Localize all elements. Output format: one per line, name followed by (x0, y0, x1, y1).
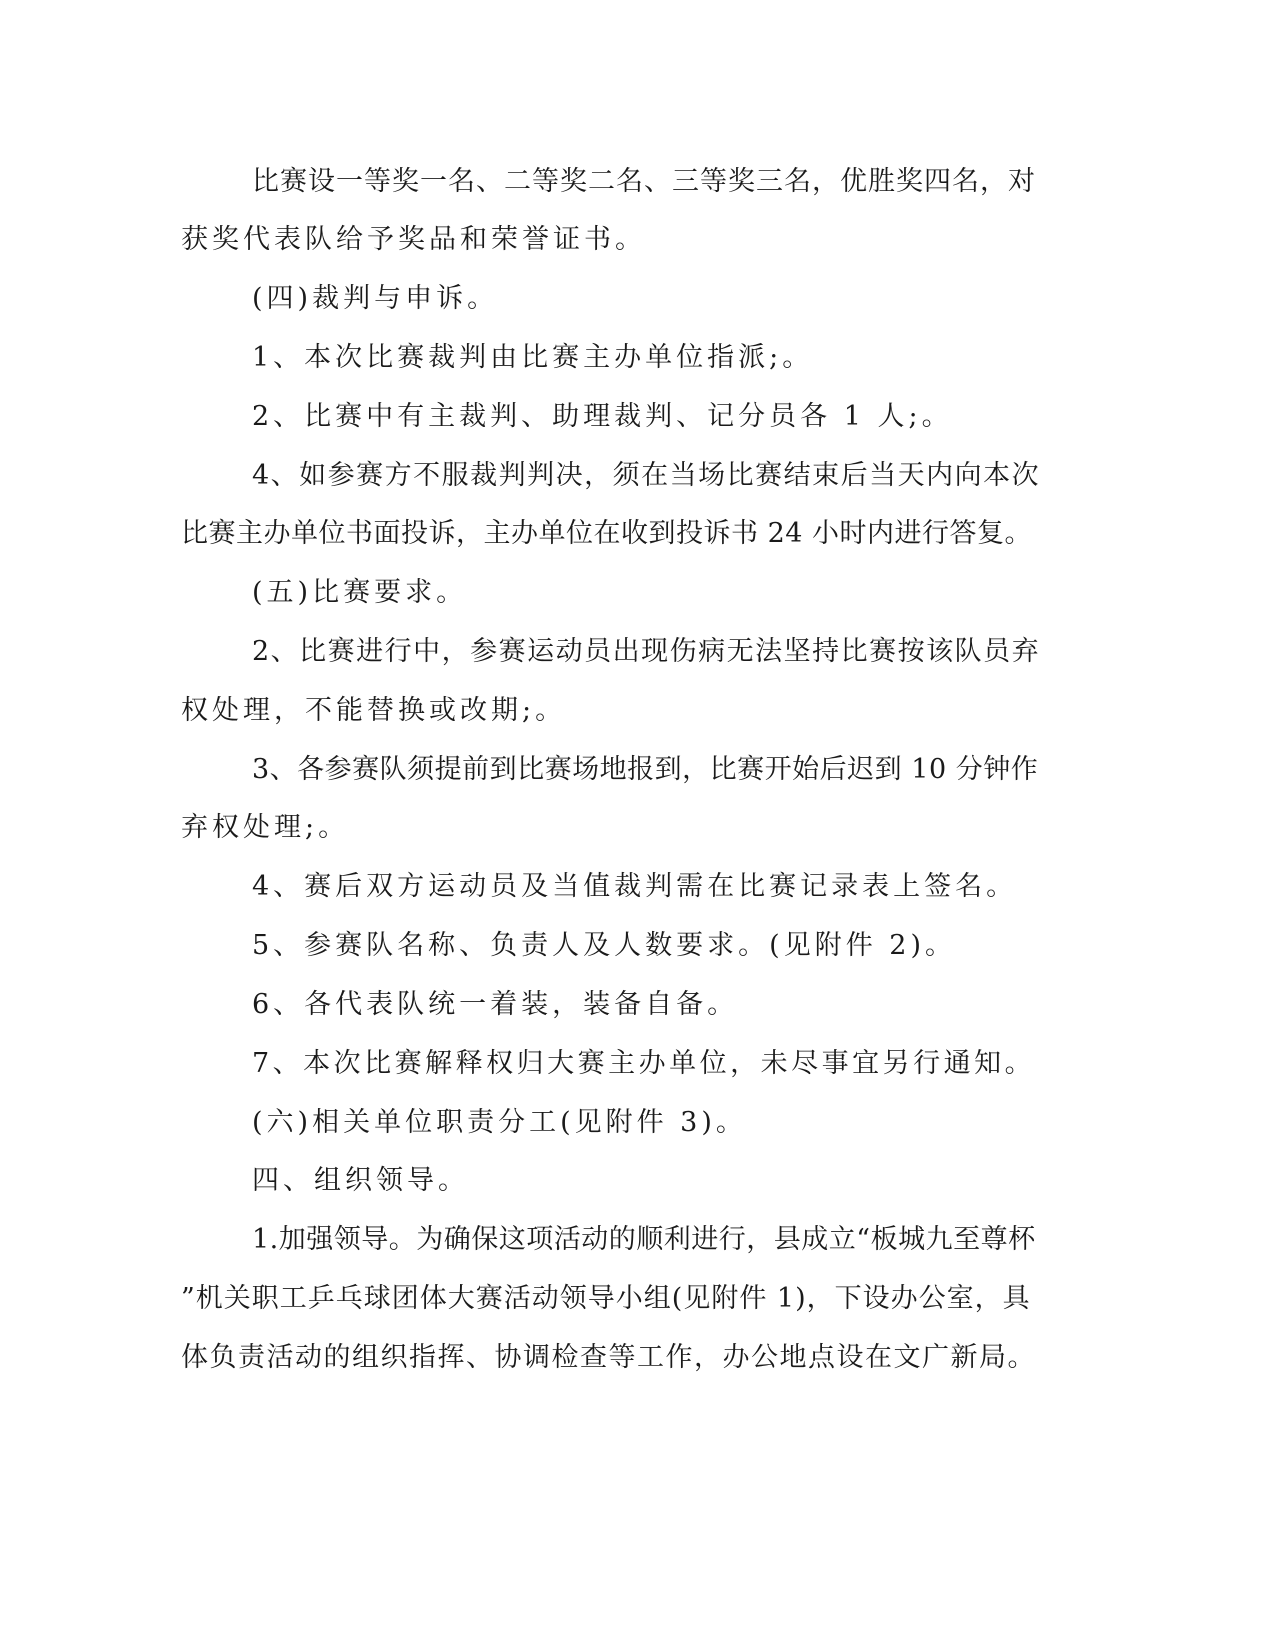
text-line: 7、本次比赛解释权归大赛主办单位，未尽事宜另行通知。 (252, 1048, 1036, 1079)
text-line: 1、本次比赛裁判由比赛主办单位指派;。 (252, 342, 814, 373)
section-heading: (四)裁判与申诉。 (252, 283, 499, 314)
text-line: 获奖代表队给予奖品和荣誉证书。 (181, 224, 646, 255)
text-line: 弃权处理;。 (181, 812, 350, 843)
text-line: 体负责活动的组织指挥、协调检查等工作，办公地点设在文广新局。 (181, 1342, 1036, 1373)
section-heading: 四、组织领导。 (252, 1165, 469, 1196)
section-heading: (五)比赛要求。 (252, 577, 468, 608)
text-line: 比赛主办单位书面投诉，主办单位在收到投诉书 24 小时内进行答复。 (181, 518, 1033, 549)
text-line: 2、比赛中有主裁判、助理裁判、记分员各 1 人;。 (252, 401, 953, 432)
section-heading: (六)相关单位职责分工(见附件 3)。 (252, 1107, 747, 1138)
text-line: 2、比赛进行中，参赛运动员出现伤病无法坚持比赛按该队员弃 (252, 636, 1041, 667)
text-line: 比赛设一等奖一名、二等奖二名、三等奖三名，优胜奖四名，对 (252, 166, 1036, 197)
text-line: 4、赛后双方运动员及当值裁判需在比赛记录表上签名。 (252, 871, 1018, 902)
text-line: 6、各代表队统一着装，装备自备。 (252, 989, 739, 1020)
text-line: 1.加强领导。为确保这项活动的顺利进行，县成立“板城九至尊杯 (252, 1224, 1036, 1255)
text-line: 权处理，不能替换或改期;。 (181, 695, 567, 726)
text-line: 3、各参赛队须提前到比赛场地报到，比赛开始后迟到 10 分钟作 (252, 754, 1039, 785)
text-line: ”机关职工乒乓球团体大赛活动领导小组(见附件 1)，下设办公室，具 (181, 1283, 1031, 1314)
text-line: 4、如参赛方不服裁判判决，须在当场比赛结束后当天内向本次 (252, 460, 1041, 491)
text-line: 5、参赛队名称、负责人及人数要求。(见附件 2)。 (252, 930, 957, 961)
